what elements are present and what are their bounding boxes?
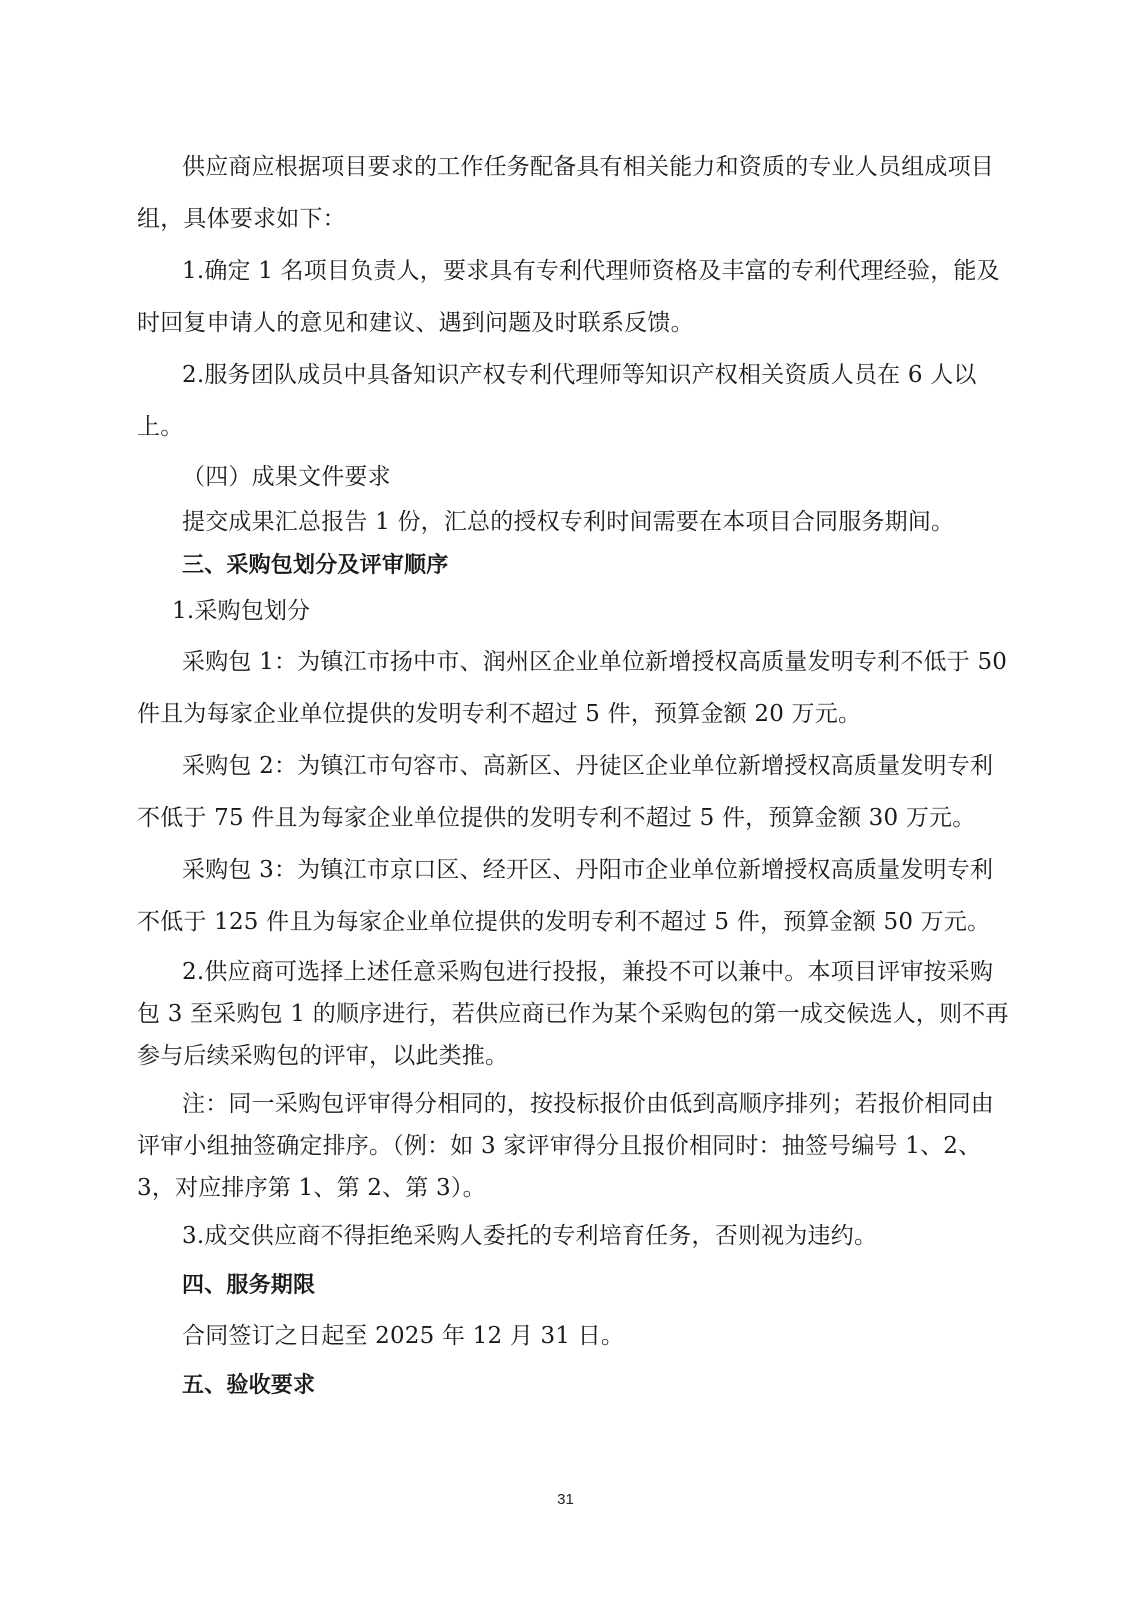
page-number: 31 bbox=[557, 1491, 574, 1508]
subsection-heading: （四）成果文件要求 bbox=[182, 464, 391, 490]
list-item-text: 包 3 至采购包 1 的顺序进行，若供应商已作为某个采购包的第一成交候选人，则不再 bbox=[137, 1001, 1009, 1027]
body-text-line: 采购包 1：为镇江市扬中市、润州区企业单位新增授权高质量发明专利不低于 50 bbox=[182, 649, 1008, 675]
body-text-line: 不低于 125 件且为每家企业单位提供的发明专利不超过 5 件，预算金额 50 万元。 bbox=[137, 909, 991, 935]
section-heading: 五、验收要求 bbox=[182, 1373, 316, 1398]
note-text: 3，对应排序第 1、第 2、第 3）。 bbox=[137, 1175, 486, 1201]
note-text: 评审小组抽签确定排序。（例：如 3 家评审得分且报价相同时：抽签号编号 1、2、 bbox=[137, 1133, 982, 1159]
list-item-text: 参与后续采购包的评审，以此类推。 bbox=[137, 1043, 509, 1069]
body-text-line: 供应商应根据项目要求的工作任务配备具有相关能力和资质的专业人员组成项目 bbox=[182, 154, 994, 180]
body-text-line: 采购包 2：为镇江市句容市、高新区、丹徒区企业单位新增授权高质量发明专利 bbox=[182, 753, 994, 779]
body-text-line: 合同签订之日起至 2025 年 12 月 31 日。 bbox=[182, 1323, 625, 1349]
note-text: 注：同一采购包评审得分相同的，按投标报价由低到高顺序排列；若报价相同由 bbox=[182, 1091, 994, 1117]
body-text-line: 不低于 75 件且为每家企业单位提供的发明专利不超过 5 件，预算金额 30 万元。 bbox=[137, 805, 976, 831]
list-item-text: 上。 bbox=[137, 414, 184, 440]
subsection-heading: 1.采购包划分 bbox=[172, 598, 311, 624]
list-item-text: 1.确定 1 名项目负责人，要求具有专利代理师资格及丰富的专利代理经验，能及 bbox=[182, 258, 1000, 284]
list-item-text: 3.成交供应商不得拒绝采购人委托的专利培育任务，否则视为违约。 bbox=[182, 1223, 878, 1249]
body-text-line: 提交成果汇总报告 1 份，汇总的授权专利时间需要在本项目合同服务期间。 bbox=[182, 509, 955, 535]
section-heading: 四、服务期限 bbox=[182, 1273, 316, 1298]
list-item-text: 时回复申请人的意见和建议、遇到问题及时联系反馈。 bbox=[137, 310, 694, 336]
list-item-text: 2.供应商可选择上述任意采购包进行投报，兼投不可以兼中。本项目评审按采购 bbox=[182, 959, 994, 985]
body-text-line: 组，具体要求如下： bbox=[137, 206, 346, 232]
list-item-text: 2.服务团队成员中具备知识产权专利代理师等知识产权相关资质人员在 6 人以 bbox=[182, 362, 977, 388]
body-text-line: 采购包 3：为镇江市京口区、经开区、丹阳市企业单位新增授权高质量发明专利 bbox=[182, 857, 994, 883]
section-heading: 三、采购包划分及评审顺序 bbox=[182, 553, 449, 578]
body-text-line: 件且为每家企业单位提供的发明专利不超过 5 件，预算金额 20 万元。 bbox=[137, 701, 862, 727]
